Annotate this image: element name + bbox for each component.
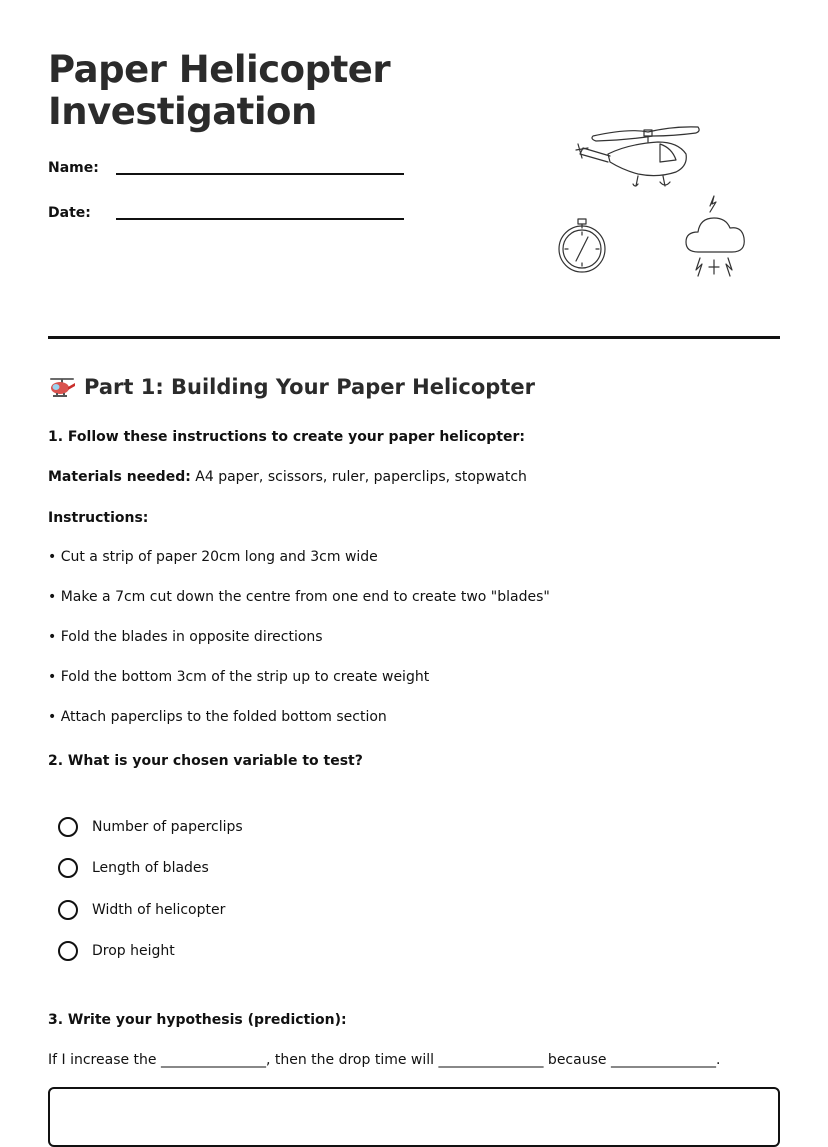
question-3: 3. Write your hypothesis (prediction): xyxy=(48,1012,347,1028)
radio-button[interactable] xyxy=(58,900,78,920)
instruction-step: • Fold the blades in opposite directions xyxy=(48,629,323,645)
option-label: Number of paperclips xyxy=(92,819,243,835)
name-input-line[interactable] xyxy=(116,173,404,175)
instruction-step: • Make a 7cm cut down the centre from one end to create two "blades" xyxy=(48,589,550,605)
materials-label: Materials needed: xyxy=(48,469,191,485)
option-label: Width of helicopter xyxy=(92,902,226,918)
name-label: Name: xyxy=(48,160,99,176)
radio-button[interactable] xyxy=(58,858,78,878)
hypothesis-answer-box[interactable] xyxy=(48,1087,780,1147)
hypothesis-template: If I increase the _______________, then the drop time will _______________ because _______________. xyxy=(48,1052,721,1068)
instruction-step: • Attach paperclips to the folded bottom section xyxy=(48,709,387,725)
option-length-of-blades[interactable] xyxy=(58,858,209,878)
option-label: Drop height xyxy=(92,943,175,959)
helicopter-drawing-icon xyxy=(576,127,699,186)
worksheet-page xyxy=(48,0,780,1118)
question-1: 1. Follow these instructions to create your paper helicopter: xyxy=(48,429,526,445)
date-input-line[interactable] xyxy=(116,218,404,220)
option-drop-height[interactable] xyxy=(58,941,175,961)
date-field xyxy=(48,205,91,221)
storm-cloud-drawing-icon xyxy=(686,196,744,276)
helicopter-icon xyxy=(48,375,76,399)
part1-heading xyxy=(48,375,535,399)
experiment-illustration xyxy=(548,118,748,283)
materials-line xyxy=(48,469,527,485)
date-label: Date: xyxy=(48,205,91,221)
radio-button[interactable] xyxy=(58,941,78,961)
materials-text: A4 paper, scissors, ruler, paperclips, stopwatch xyxy=(190,469,527,485)
question-2: 2. What is your chosen variable to test? xyxy=(48,753,363,769)
option-number-of-paperclips[interactable] xyxy=(58,817,243,837)
name-field xyxy=(48,160,99,176)
part1-title: Part 1: Building Your Paper Helicopter xyxy=(84,375,535,399)
page-title: Paper Helicopter Investigation xyxy=(48,48,391,133)
instruction-step: • Cut a strip of paper 20cm long and 3cm wide xyxy=(48,549,378,565)
section-divider xyxy=(48,336,780,339)
option-width-of-helicopter[interactable] xyxy=(58,900,225,920)
radio-button[interactable] xyxy=(58,817,78,837)
instruction-step: • Fold the bottom 3cm of the strip up to create weight xyxy=(48,669,430,685)
option-label: Length of blades xyxy=(92,860,209,876)
stopwatch-drawing-icon xyxy=(559,219,605,272)
instructions-label: Instructions: xyxy=(48,510,149,526)
